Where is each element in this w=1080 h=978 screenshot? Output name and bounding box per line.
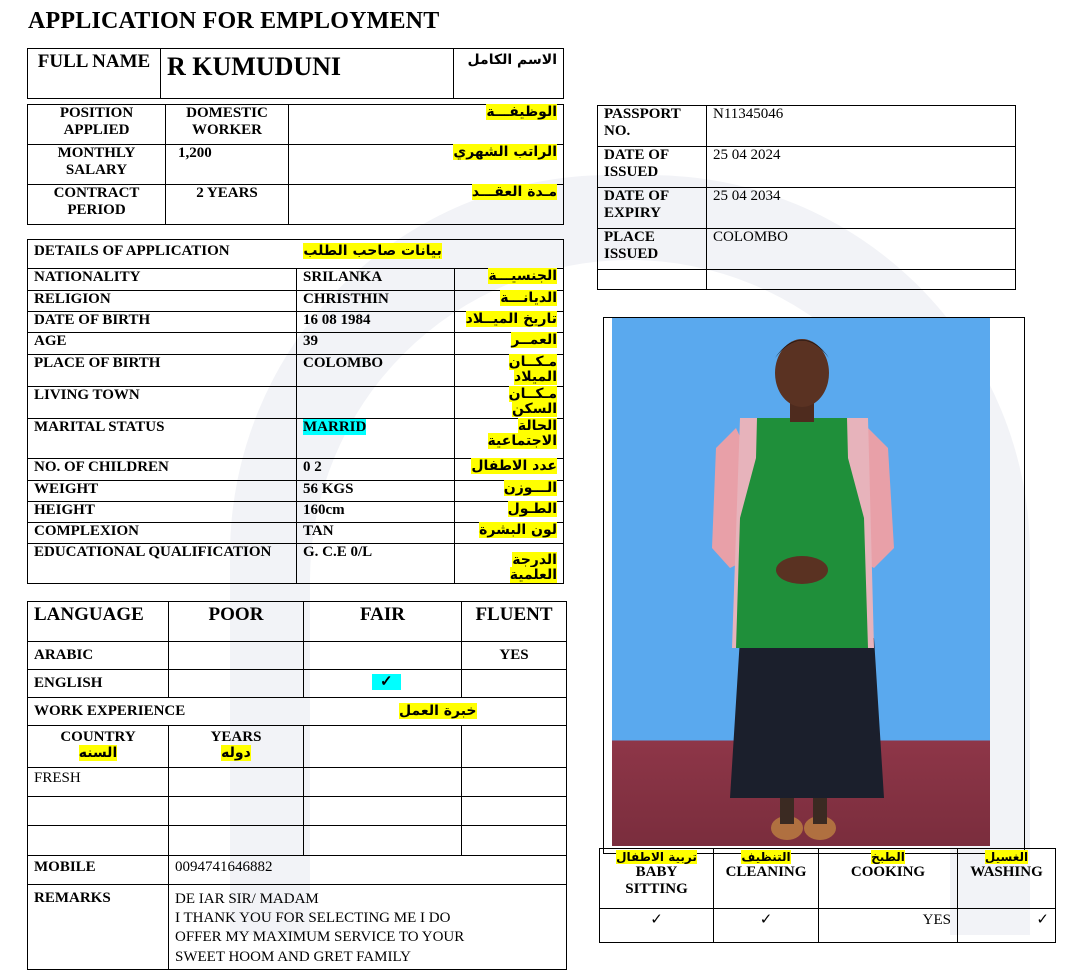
pob-label: PLACE OF BIRTH bbox=[28, 355, 297, 387]
cleaning-value: ✓ bbox=[714, 909, 819, 943]
marital-value: MARRID bbox=[297, 418, 455, 458]
contract-label: CONTRACT PERIOD bbox=[28, 185, 166, 225]
work-experience-row: WORK EXPERIENCE خبرة العمل bbox=[28, 698, 567, 726]
marital-arabic: الحالة الاجتماعية bbox=[455, 418, 564, 458]
work-entry: FRESH bbox=[28, 768, 169, 797]
language-header: LANGUAGE bbox=[28, 602, 169, 642]
cleaning-header: التنظيف CLEANING bbox=[714, 849, 819, 909]
full-name-table bbox=[27, 48, 564, 99]
issued-date-label: DATE OF ISSUED bbox=[598, 147, 707, 188]
age-value: 39 bbox=[297, 333, 455, 355]
marital-label: MARITAL STATUS bbox=[28, 418, 297, 458]
position-label: POSITION APPLIED bbox=[28, 105, 166, 145]
english-row-label: ENGLISH bbox=[28, 670, 169, 698]
contract-arabic: مـدة العقـــد bbox=[289, 185, 564, 225]
check-icon: ✓ bbox=[372, 674, 401, 690]
remarks-label: REMARKS bbox=[28, 885, 169, 970]
education-label: EDUCATIONAL QUALIFICATION bbox=[28, 543, 297, 584]
expiry-date-value: 25 04 2034 bbox=[707, 188, 1016, 229]
weight-label: WEIGHT bbox=[28, 480, 297, 501]
pob-arabic: مـكــان الميلاد bbox=[455, 355, 564, 387]
salary-value: 1,200 bbox=[166, 145, 289, 185]
religion-label: RELIGION bbox=[28, 291, 297, 312]
language-table bbox=[27, 601, 567, 970]
english-fair bbox=[304, 670, 462, 698]
education-value: G. C.E 0/L bbox=[297, 543, 455, 584]
education-arabic: الدرجة العلمية bbox=[455, 543, 564, 584]
work-empty-cell bbox=[304, 726, 462, 768]
position-table bbox=[27, 104, 564, 225]
living-town-arabic: مـكــان السكن bbox=[455, 386, 564, 418]
contract-value: 2 YEARS bbox=[166, 185, 289, 225]
english-fluent bbox=[462, 670, 567, 698]
expiry-date-label: DATE OF EXPIRY bbox=[598, 188, 707, 229]
dob-label: DATE OF BIRTH bbox=[28, 312, 297, 333]
height-arabic: الطـول bbox=[455, 501, 564, 522]
issued-date-value: 25 04 2024 bbox=[707, 147, 1016, 188]
washing-value: ✓ bbox=[958, 909, 1056, 943]
height-label: HEIGHT bbox=[28, 501, 297, 522]
living-town-value bbox=[297, 386, 455, 418]
mobile-value: 0094741646882 bbox=[169, 856, 567, 885]
passport-table bbox=[597, 105, 1016, 290]
remarks-text: DE IAR SIR/ MADAM I THANK YOU FOR SELECTING ME I DO OFFER MY MAXIMUM SERVICE TO YOUR SWEET HOOM AND GRET FAMILY bbox=[169, 885, 567, 970]
skills-table bbox=[599, 848, 1056, 943]
children-label: NO. OF CHILDREN bbox=[28, 458, 297, 480]
full-name-label: FULL NAME bbox=[28, 49, 161, 99]
position-arabic: الوظيفـــة bbox=[289, 105, 564, 145]
details-table bbox=[27, 239, 564, 584]
arabic-poor bbox=[169, 642, 304, 670]
nationality-value: SRILANKA bbox=[297, 269, 455, 291]
english-poor bbox=[169, 670, 304, 698]
weight-value: 56 KGS bbox=[297, 480, 455, 501]
position-value: DOMESTIC WORKER bbox=[166, 105, 289, 145]
place-issued-label: PLACE ISSUED bbox=[598, 229, 707, 270]
person-figure bbox=[612, 318, 990, 846]
applicant-photo bbox=[612, 318, 990, 846]
page-title: APPLICATION FOR EMPLOYMENT bbox=[28, 8, 440, 34]
passport-empty-cell bbox=[707, 270, 1016, 290]
full-name-arabic: الاسم الكامل bbox=[454, 49, 564, 99]
work-empty-cell bbox=[462, 726, 567, 768]
place-issued-value: COLOMBO bbox=[707, 229, 1016, 270]
dob-value: 16 08 1984 bbox=[297, 312, 455, 333]
details-header: DETAILS OF APPLICATION بيانات صاحب الطلب bbox=[28, 240, 564, 269]
complexion-label: COMPLEXION bbox=[28, 522, 297, 543]
arabic-row-label: ARABIC bbox=[28, 642, 169, 670]
complexion-arabic: لون البشرة bbox=[455, 522, 564, 543]
washing-header: الغسيل WASHING bbox=[958, 849, 1056, 909]
arabic-fluent: YES bbox=[462, 642, 567, 670]
children-arabic: عدد الاطفال bbox=[455, 458, 564, 480]
nationality-label: NATIONALITY bbox=[28, 269, 297, 291]
years-header: YEARS دوله bbox=[169, 726, 304, 768]
pob-value: COLOMBO bbox=[297, 355, 455, 387]
passport-value: N11345046 bbox=[707, 106, 1016, 147]
religion-arabic: الديانـــة bbox=[455, 291, 564, 312]
complexion-value: TAN bbox=[297, 522, 455, 543]
country-header: COUNTRY السنه bbox=[28, 726, 169, 768]
cooking-header: الطبخ COOKING bbox=[819, 849, 958, 909]
salary-arabic: الراتب الشهري bbox=[289, 145, 564, 185]
dob-arabic: تاريخ الميــلاد bbox=[455, 312, 564, 333]
poor-header: POOR bbox=[169, 602, 304, 642]
salary-label: MONTHLY SALARY bbox=[28, 145, 166, 185]
arabic-fair bbox=[304, 642, 462, 670]
passport-empty-cell bbox=[598, 270, 707, 290]
nationality-arabic: الجنسيـــة bbox=[455, 269, 564, 291]
age-arabic: العمــر bbox=[455, 333, 564, 355]
fluent-header: FLUENT bbox=[462, 602, 567, 642]
cooking-value: YES bbox=[819, 909, 958, 943]
weight-arabic: الـــوزن bbox=[455, 480, 564, 501]
mobile-label: MOBILE bbox=[28, 856, 169, 885]
fair-header: FAIR bbox=[304, 602, 462, 642]
baby-sitting-header: تربية الاطفال BABY SITTING bbox=[600, 849, 714, 909]
religion-value: CHRISTHIN bbox=[297, 291, 455, 312]
full-name-value: R KUMUDUNI bbox=[161, 49, 454, 99]
height-value: 160cm bbox=[297, 501, 455, 522]
children-value: 0 2 bbox=[297, 458, 455, 480]
living-town-label: LIVING TOWN bbox=[28, 386, 297, 418]
passport-label: PASSPORT NO. bbox=[598, 106, 707, 147]
baby-sitting-value: ✓ bbox=[600, 909, 714, 943]
age-label: AGE bbox=[28, 333, 297, 355]
